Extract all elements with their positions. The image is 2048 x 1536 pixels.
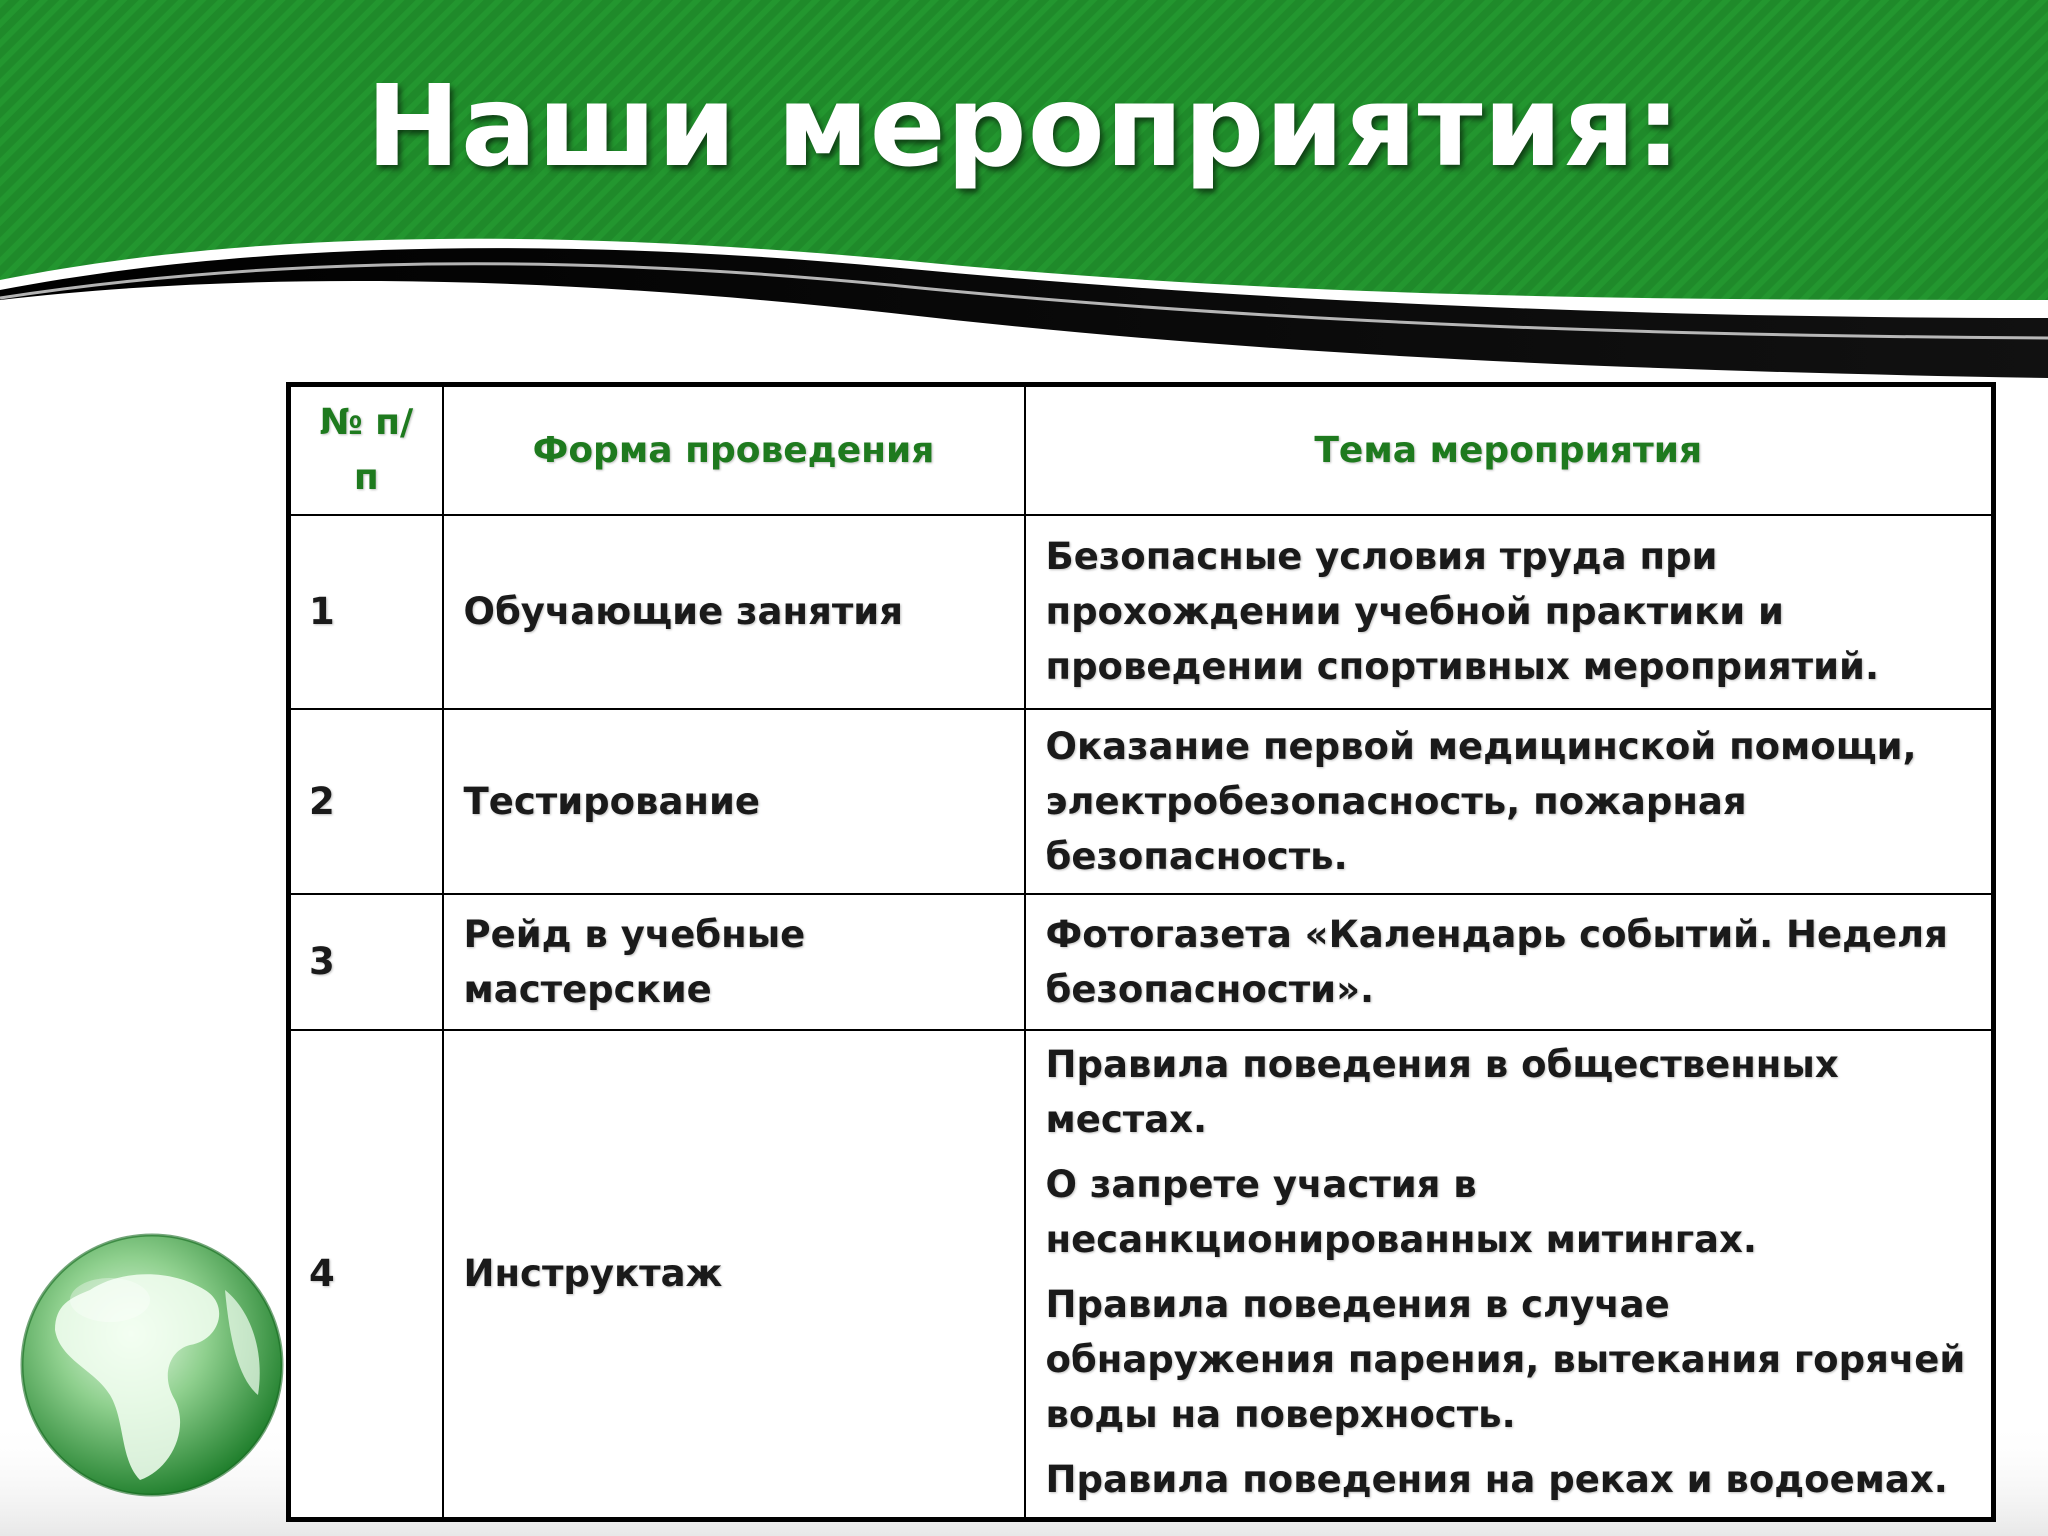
topic-text: Фотогазета «Календарь событий. Неделя безопасности». <box>1045 912 1948 1011</box>
row-number: 2 <box>289 709 443 894</box>
header-num: № п/п <box>289 385 443 515</box>
row-topic <box>1025 894 1994 1030</box>
row-topic <box>1025 1030 1994 1520</box>
table-header-row <box>289 385 1994 515</box>
row-number: 3 <box>289 894 443 1030</box>
row-form: Инструктаж <box>443 1030 1025 1520</box>
slide-title: Наши мероприятия: <box>366 62 1682 192</box>
header-form: Форма проведения <box>443 385 1025 515</box>
events-table <box>286 382 1996 1522</box>
topic-text: Безопасные условия труда при прохождении учебной практики и проведении спортивных мероприятий. <box>1045 535 1880 688</box>
topic-text: Правила поведения на реках и водоемах. <box>1045 1457 1948 1501</box>
row-form: Рейд в учебные мастерские <box>443 894 1025 1030</box>
topic-text: О запрете участия в несанкционированных митингах. <box>1045 1162 1757 1261</box>
topic-text: Правила поведения в общественных местах. <box>1045 1042 1839 1141</box>
events-table-container <box>286 382 1996 1501</box>
table-row <box>289 709 1994 894</box>
globe-icon <box>22 1235 282 1495</box>
row-topic <box>1025 515 1994 709</box>
topic-text: Оказание первой медицинской помощи, электробезопасность, пожарная безопасность. <box>1045 724 1917 878</box>
row-number: 1 <box>289 515 443 709</box>
table-row <box>289 894 1994 1030</box>
header-topic: Тема мероприятия <box>1025 385 1994 515</box>
row-number: 4 <box>289 1030 443 1520</box>
topic-text: Правила поведения в случае обнаружения парения, вытекания горячей воды на поверхность. <box>1045 1282 1966 1436</box>
row-form: Обучающие занятия <box>443 515 1025 709</box>
table-row <box>289 1030 1994 1520</box>
table-row <box>289 515 1994 709</box>
row-topic <box>1025 709 1994 894</box>
row-form: Тестирование <box>443 709 1025 894</box>
